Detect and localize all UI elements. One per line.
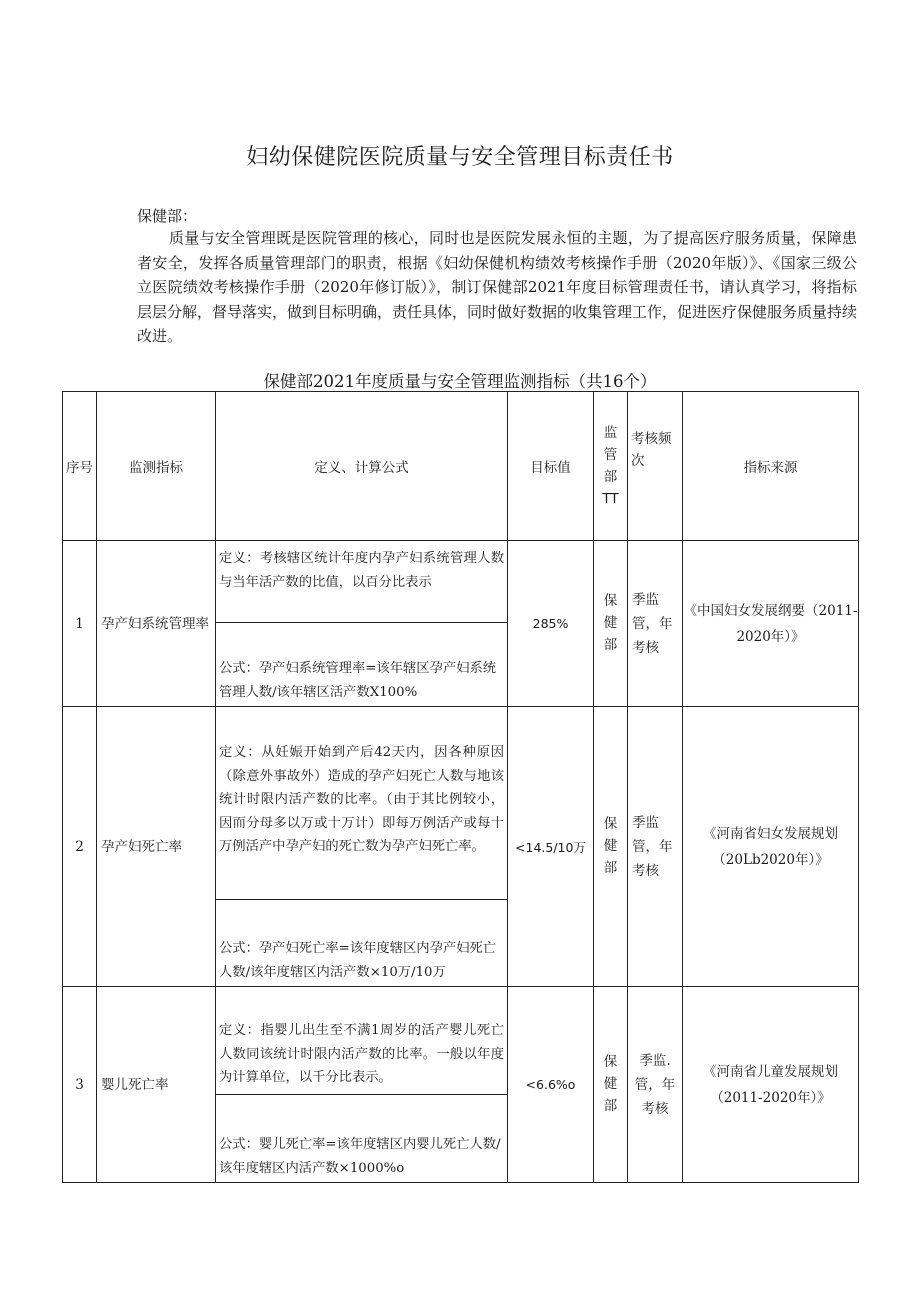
formula-cell: 公式：孕产妇系统管理率=该年辖区孕产妇系统管理人数/该年辖区活产数X100% bbox=[216, 623, 508, 707]
table-row bbox=[63, 707, 859, 900]
header-source: 指标来源 bbox=[683, 392, 859, 541]
source-cell: 《河南省儿童发展规划（2011-2020年）》 bbox=[683, 987, 859, 1183]
definition-cell: 定义：从妊娠开始到产后42天内，因各种原因（除意外事故外）造成的孕产妇死亡人数与地该统计时限内活产数的比率。（由于其比例较小，因而分母多以万或十万计）即每万例活产或每十万例活产中孕产妇的死亡数为孕产妇死亡率。 bbox=[216, 707, 508, 900]
header-no: 序号 bbox=[63, 392, 97, 541]
header-indicator: 监测指标 bbox=[97, 392, 216, 541]
target-value: 285% bbox=[508, 541, 594, 707]
row-number: 2 bbox=[63, 707, 97, 987]
frequency-cell: 季监.管，年考核 bbox=[628, 987, 683, 1183]
table-row bbox=[63, 987, 859, 1095]
indicator-name: 孕产妇系统管理率 bbox=[97, 541, 216, 707]
salutation: 保健部： bbox=[137, 207, 198, 225]
document-title: 妇幼保健院医院质量与安全管理目标责任书 bbox=[246, 145, 674, 170]
header-target: 目标值 bbox=[508, 392, 594, 541]
definition-cell: 定义：考核辖区统计年度内孕产妇系统管理人数与当年活产数的比值，以百分比表示 bbox=[216, 541, 508, 623]
dept-cell: 保健部 bbox=[594, 987, 628, 1183]
dept-cell: 保健部 bbox=[594, 707, 628, 987]
dept-cell: 保健部 bbox=[594, 541, 628, 707]
header-definition: 定义、计算公式 bbox=[216, 392, 508, 541]
row-number: 1 bbox=[63, 541, 97, 707]
table-row bbox=[63, 541, 859, 623]
target-value: <14.5/10万 bbox=[508, 707, 594, 987]
indicator-name: 孕产妇死亡率 bbox=[97, 707, 216, 987]
frequency-cell: 季监管，年考核 bbox=[628, 707, 683, 987]
row-number: 3 bbox=[63, 987, 97, 1183]
table-caption: 保健部2021年度质量与安全管理监测指标（共16个） bbox=[263, 372, 657, 391]
source-cell: 《河南省妇女发展规划（20Lb2020年）》 bbox=[683, 707, 859, 987]
frequency-cell: 季监管，年考核 bbox=[628, 541, 683, 707]
definition-cell: 定义：指婴儿出生至不满1周岁的活产婴儿死亡人数同该统计时限内活产数的比率。一般以年度为计算单位，以千分比表示。 bbox=[216, 987, 508, 1095]
header-freq: 考核频次 bbox=[628, 392, 683, 541]
header-dept: 监管部TT bbox=[594, 392, 628, 541]
indicator-table bbox=[62, 391, 859, 1183]
target-value: <6.6%o bbox=[508, 987, 594, 1183]
table-header-row bbox=[63, 392, 859, 541]
formula-cell: 公式：婴儿死亡率=该年度辖区内婴儿死亡人数/该年度辖区内活产数×1000%o bbox=[216, 1095, 508, 1183]
source-cell: 《中国妇女发展纲要（2011-2020年）》 bbox=[683, 541, 859, 707]
formula-cell: 公式：孕产妇死亡率=该年度辖区内孕产妇死亡人数/该年度辖区内活产数×10万/10万 bbox=[216, 900, 508, 987]
indicator-name: 婴儿死亡率 bbox=[97, 987, 216, 1183]
intro-paragraph: 质量与安全管理既是医院管理的核心，同时也是医院发展永恒的主题，为了提高医疗服务质量，保障患者安全，发挥各质量管理部门的职责，根据《妇幼保健机构绩效考核操作手册（2020年版）》、《国家三级公立医院绩效考核操作手册（2020年修订版）》，制订保健部2021年度目标管理责任书，请认真学习，将指标层层分解，督导落实，做到目标明确，责任具体，同时做好数据的收集管理工作，促进医疗保健服务质量持续改进。 bbox=[137, 229, 858, 345]
